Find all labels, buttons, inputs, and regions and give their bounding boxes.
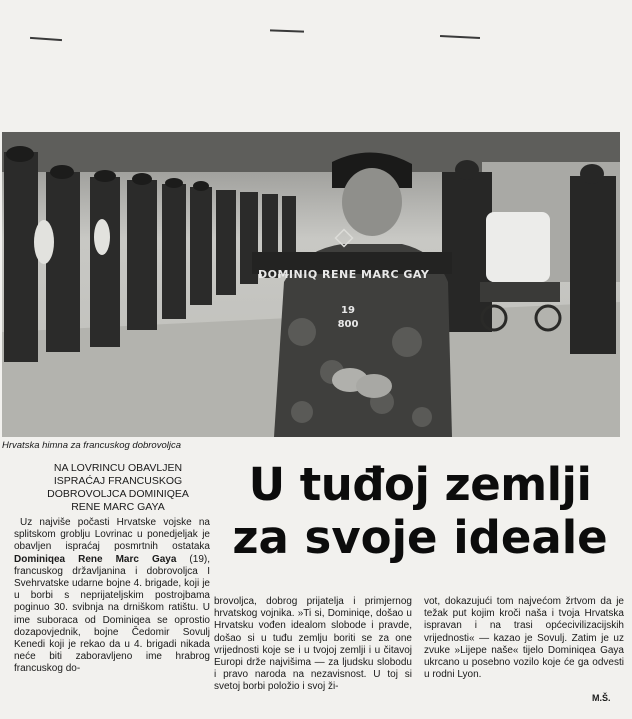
article-column-3 xyxy=(424,596,624,681)
photo-number xyxy=(328,304,368,332)
headline-line-2: za svoje ideale xyxy=(232,511,608,564)
article-headline xyxy=(210,458,630,564)
scribble-mark xyxy=(270,29,304,32)
col1-text-end: (19), francuskog državljanina i dobrovoljca I Svehrvatske udarne bojne 4. brigade, koji je u borbi s neprijateljskim postrojbama poginuo 30. svibnja na drniškom ratištu. U ime suboraca od Dominiqea se oprostio dozapovjednik, bojne Čedomir Sovulj Kenedi koji je rekao da u 4. brigadi nikada neće biti zaboravljeno ime hrabrog francuskog do- xyxy=(14,553,210,675)
headline-line-1: U tuđoj zemlji xyxy=(248,458,592,511)
photo-number-bottom: 800 xyxy=(337,319,359,330)
photo-illustration xyxy=(2,132,620,437)
scribble-mark xyxy=(440,35,480,39)
col2-text: brovoljca, dobrog prijatelja i primjernog hrvatskog vojnika. »Ti si, Dominiqe, došao u Hrvatsku vođen idealom slobode i pravde, došao si u tuđu zemlju boriti se za one vrijednosti koje se i u tvojoj zemlji i u čitavoj Europi drže najvišima — za ljudsku slobodu i pravo naroda na nezavisnost. U toj si svetoj borbi položio i svoj ži- xyxy=(214,596,412,693)
col1-name-bold: Dominiqea Rene Marc Gaya xyxy=(14,553,177,565)
col3-text: vot, dokazujući tom najvećom žrtvom da je težak put kojim kroči naša i tvoja Hrvatska ispravan i na trasi općecivilizacijskih vrijednosti« — kazao je Sovulj. Zatim je uz zvuke »Lijepe naše« tijelo Dominiqea Gaya ukrcano u posebno vozilo koje će ga odvesti u rodni Lyon. xyxy=(424,596,624,681)
article-deck: NA LOVRINCU OBAVLJEN ISPRAĆAJ FRANCUSKOG DOBROVOLJCA DOMINIQEA RENE MARC GAYA xyxy=(47,462,189,513)
photo-name-tag: DOMINIQ RENE MARC GAY xyxy=(258,268,430,281)
article-photo xyxy=(2,132,620,437)
photo-number-top: 19 xyxy=(341,305,355,316)
article-column-1 xyxy=(14,517,210,676)
photo-caption: Hrvatska himna za francuskog dobrovoljca xyxy=(2,440,182,451)
article-column-2 xyxy=(214,596,412,694)
col1-text-start: Uz najviše počasti Hrvatske vojske na splitskom groblju Lovrinac u ponedjeljak je obavljen ispraćaj posmrtnih ostataka xyxy=(14,517,210,553)
scribble-mark xyxy=(30,37,62,41)
author-signature: M.Š. xyxy=(592,693,611,703)
